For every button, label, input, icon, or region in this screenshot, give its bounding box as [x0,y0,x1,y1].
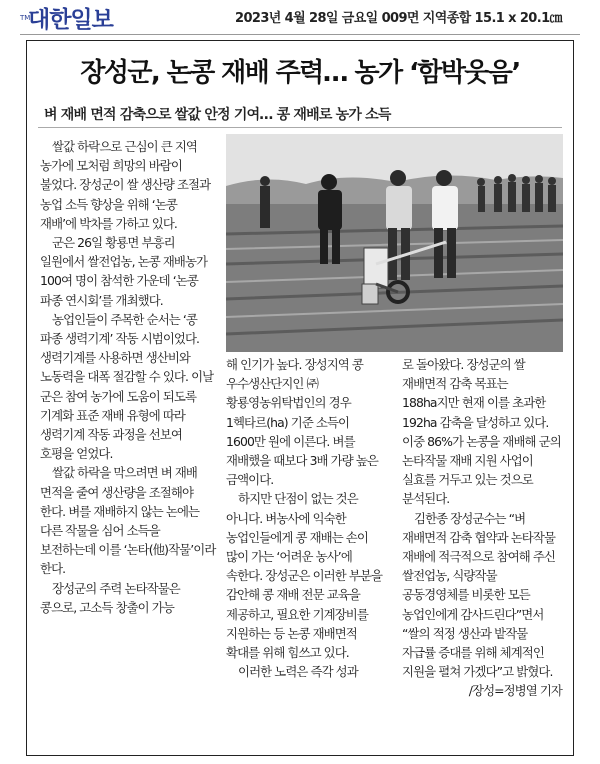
byline: /장성=정병열 기자 [468,683,562,699]
paragraph: 농업인들이 주목한 순서는 ‘콩 파종 생력기계’ 작동 시범이었다. 생력기계를 사용하면 생산비와 노동력을 대폭 절감할 수 있다. 이날 군은 참여 농가에 도움이 되도록 기계화 표준 재배 유형에 따라 생력기계 작동 과정을 선보여 호평을 얻었다. [40,311,214,462]
article-photo [226,134,563,352]
paragraph: 김한종 장성군수는 “벼 재배면적 감축 협약과 논타작물 재배에 적극적으로 참여해 주신 쌀전업농, 식량작물 공동경영체를 비롯한 모든 농업인에게 감사드린다”면서 “쌀의 적정 생산과 밭작물 자급률 증대를 위해 체계적인 지원을 펼쳐 가겠다”고 밝혔다. [402,510,556,680]
paragraph: 쌀값 하락으로 근심이 큰 지역 농가에 모처럼 희망의 바람이 불었다. 장성군이 쌀 생산량 조절과 농업 소득 향상을 위해 ‘논콩 재배’에 박차를 가하고 있다. [40,139,211,231]
paragraph: 해 인기가 높다. 장성지역 콩 우수생산단지인 ㈜황룡영농위탁법인의 경우 1헥타르(ha) 기준 소득이 1600만 원에 이른다. 벼를 재배했을 때보다 3배 가량 높은 금액이다. [226,357,378,488]
article-column-3 [402,355,562,701]
paragraph: 군은 26일 황룡면 부흥리 일원에서 쌀전업농, 논콩 재배농가 100여 명이 참석한 가운데 ‘논콩 파종 연시회’를 개최했다. [40,235,208,308]
masthead [0,0,600,34]
subhead-divider [38,127,562,128]
paragraph: 쌀값 하락을 막으려면 벼 재배 면적을 줄여 생산량을 조절해야 한다. 벼를 재배하지 않는 논에는 다른 작물을 심어 소득을 보전하는데 이를 ‘논타(他)작물’이라 한다. [40,465,216,577]
article-headline: 장성군, 논콩 재배 주력… 농가 ‘함박웃음’ [80,58,520,88]
paragraph: 이러한 노력은 즉각 성과 [238,664,358,680]
dateline: 2023년 4월 28일 금요일 009면 지역종합 15.1 x 20.1㎝ [235,11,562,26]
paragraph: 하지만 단점이 없는 것은 아니다. 벼농사에 익숙한 농업인들에게 콩 재배는 손이 많이 가는 ‘어려운 농사’에 속한다. 장성군은 이러한 부분을 감안해 콩 재배 전문 교육을 제공하고, 필요한 기계장비를 지원하는 등 논콩 재배면적 확대를 위해 힘쓰고 있다. [226,491,383,661]
article-column-1 [40,137,216,617]
article-subhead: 벼 재배 면적 감축으로 쌀값 안정 기여… 콩 재배로 농가 소득 [44,107,391,123]
paragraph: 장성군의 주력 논타작물은 콩으로, 고소득 창출이 가능 [40,580,180,615]
newspaper-logo[interactable]: 대한일보 [28,7,113,33]
masthead-divider [20,34,580,35]
logo-trademark: TM [20,14,31,22]
article-column-2 [226,355,386,681]
paragraph: 로 돌아왔다. 장성군의 쌀 재배면적 감축 목표는 188ha지만 현재 이를 초과한 192ha 감축을 달성하고 있다. 이중 86%가 논콩을 재배해 군의 논타작물 재배 지원 사업이 실효를 거두고 있는 것으로 분석된다. [402,357,561,507]
farm-field-photo-illustration [226,134,563,352]
